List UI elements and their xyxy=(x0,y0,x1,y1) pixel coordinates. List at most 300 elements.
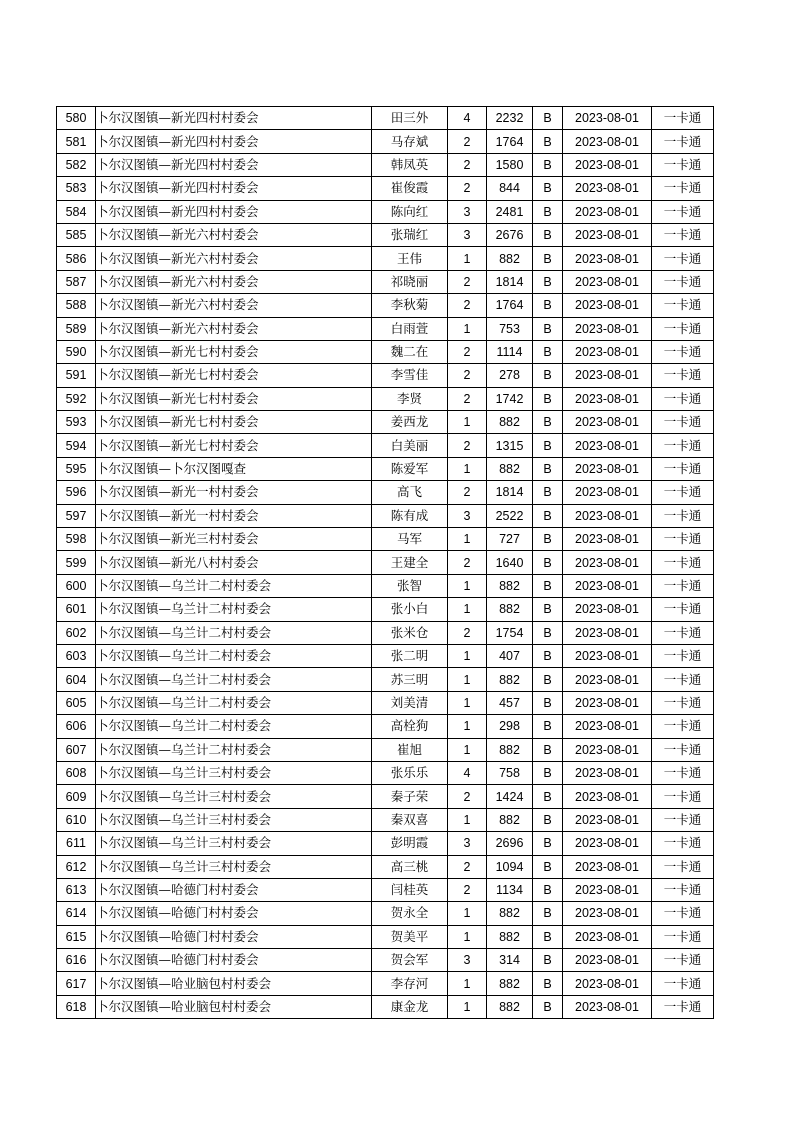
recipient-name-cell: 张乐乐 xyxy=(372,761,448,784)
table-row xyxy=(57,317,714,340)
table-row xyxy=(57,130,714,153)
row-number-cell: 614 xyxy=(57,902,96,925)
table-row xyxy=(57,270,714,293)
household-count-cell: 1 xyxy=(448,598,487,621)
row-number-cell: 589 xyxy=(57,317,96,340)
household-count-cell: 3 xyxy=(448,949,487,972)
row-number-cell: 607 xyxy=(57,738,96,761)
amount-cell: 1424 xyxy=(487,785,533,808)
recipient-name-cell: 陈向红 xyxy=(372,200,448,223)
beneficiary-table xyxy=(56,106,714,1019)
household-count-cell: 2 xyxy=(448,130,487,153)
row-number-cell: 609 xyxy=(57,785,96,808)
village-committee-cell: 卜尔汉图镇—乌兰计三村村委会 xyxy=(96,761,372,784)
household-count-cell: 1 xyxy=(448,808,487,831)
village-committee-cell: 卜尔汉图镇—新光三村村委会 xyxy=(96,528,372,551)
payment-method-cell: 一卡通 xyxy=(652,832,714,855)
payment-method-cell: 一卡通 xyxy=(652,785,714,808)
household-count-cell: 2 xyxy=(448,855,487,878)
row-number-cell: 593 xyxy=(57,411,96,434)
recipient-name-cell: 李贤 xyxy=(372,387,448,410)
household-count-cell: 3 xyxy=(448,832,487,855)
recipient-name-cell: 李存河 xyxy=(372,972,448,995)
date-cell: 2023-08-01 xyxy=(563,902,652,925)
category-cell: B xyxy=(533,130,563,153)
village-committee-cell: 卜尔汉图镇—新光七村村委会 xyxy=(96,364,372,387)
row-number-cell: 605 xyxy=(57,691,96,714)
date-cell: 2023-08-01 xyxy=(563,808,652,831)
recipient-name-cell: 秦双喜 xyxy=(372,808,448,831)
category-cell: B xyxy=(533,270,563,293)
date-cell: 2023-08-01 xyxy=(563,668,652,691)
category-cell: B xyxy=(533,340,563,363)
row-number-cell: 612 xyxy=(57,855,96,878)
category-cell: B xyxy=(533,247,563,270)
village-committee-cell: 卜尔汉图镇—卜尔汉图嘎查 xyxy=(96,457,372,480)
village-committee-cell: 卜尔汉图镇—乌兰计三村村委会 xyxy=(96,855,372,878)
village-committee-cell: 卜尔汉图镇—乌兰计二村村委会 xyxy=(96,598,372,621)
payment-method-cell: 一卡通 xyxy=(652,715,714,738)
payment-method-cell: 一卡通 xyxy=(652,621,714,644)
row-number-cell: 595 xyxy=(57,457,96,480)
village-committee-cell: 卜尔汉图镇—乌兰计二村村委会 xyxy=(96,644,372,667)
recipient-name-cell: 张小白 xyxy=(372,598,448,621)
table-row xyxy=(57,574,714,597)
row-number-cell: 584 xyxy=(57,200,96,223)
category-cell: B xyxy=(533,785,563,808)
recipient-name-cell: 马存斌 xyxy=(372,130,448,153)
recipient-name-cell: 王建全 xyxy=(372,551,448,574)
table-row xyxy=(57,621,714,644)
date-cell: 2023-08-01 xyxy=(563,457,652,480)
payment-method-cell: 一卡通 xyxy=(652,574,714,597)
amount-cell: 1742 xyxy=(487,387,533,410)
row-number-cell: 599 xyxy=(57,551,96,574)
household-count-cell: 1 xyxy=(448,317,487,340)
household-count-cell: 1 xyxy=(448,574,487,597)
date-cell: 2023-08-01 xyxy=(563,551,652,574)
category-cell: B xyxy=(533,411,563,434)
amount-cell: 1134 xyxy=(487,878,533,901)
category-cell: B xyxy=(533,434,563,457)
category-cell: B xyxy=(533,668,563,691)
recipient-name-cell: 李秋菊 xyxy=(372,294,448,317)
village-committee-cell: 卜尔汉图镇—哈业脑包村村委会 xyxy=(96,972,372,995)
household-count-cell: 2 xyxy=(448,153,487,176)
amount-cell: 1764 xyxy=(487,294,533,317)
recipient-name-cell: 张瑞红 xyxy=(372,223,448,246)
table-row xyxy=(57,878,714,901)
recipient-name-cell: 韩凤英 xyxy=(372,153,448,176)
village-committee-cell: 卜尔汉图镇—乌兰计二村村委会 xyxy=(96,621,372,644)
category-cell: B xyxy=(533,925,563,948)
row-number-cell: 610 xyxy=(57,808,96,831)
amount-cell: 882 xyxy=(487,668,533,691)
category-cell: B xyxy=(533,738,563,761)
payment-method-cell: 一卡通 xyxy=(652,434,714,457)
date-cell: 2023-08-01 xyxy=(563,411,652,434)
amount-cell: 1764 xyxy=(487,130,533,153)
payment-method-cell: 一卡通 xyxy=(652,200,714,223)
payment-method-cell: 一卡通 xyxy=(652,364,714,387)
amount-cell: 1754 xyxy=(487,621,533,644)
category-cell: B xyxy=(533,200,563,223)
recipient-name-cell: 白美丽 xyxy=(372,434,448,457)
amount-cell: 882 xyxy=(487,598,533,621)
row-number-cell: 596 xyxy=(57,481,96,504)
date-cell: 2023-08-01 xyxy=(563,738,652,761)
household-count-cell: 2 xyxy=(448,434,487,457)
row-number-cell: 604 xyxy=(57,668,96,691)
household-count-cell: 2 xyxy=(448,878,487,901)
payment-method-cell: 一卡通 xyxy=(652,551,714,574)
table-row xyxy=(57,972,714,995)
payment-method-cell: 一卡通 xyxy=(652,902,714,925)
recipient-name-cell: 田三外 xyxy=(372,107,448,130)
payment-method-cell: 一卡通 xyxy=(652,738,714,761)
row-number-cell: 608 xyxy=(57,761,96,784)
village-committee-cell: 卜尔汉图镇—新光四村村委会 xyxy=(96,200,372,223)
date-cell: 2023-08-01 xyxy=(563,715,652,738)
row-number-cell: 618 xyxy=(57,995,96,1018)
recipient-name-cell: 闫桂英 xyxy=(372,878,448,901)
recipient-name-cell: 王伟 xyxy=(372,247,448,270)
date-cell: 2023-08-01 xyxy=(563,340,652,363)
payment-method-cell: 一卡通 xyxy=(652,504,714,527)
row-number-cell: 594 xyxy=(57,434,96,457)
category-cell: B xyxy=(533,621,563,644)
date-cell: 2023-08-01 xyxy=(563,270,652,293)
payment-method-cell: 一卡通 xyxy=(652,340,714,363)
category-cell: B xyxy=(533,317,563,340)
village-committee-cell: 卜尔汉图镇—乌兰计二村村委会 xyxy=(96,691,372,714)
household-count-cell: 2 xyxy=(448,785,487,808)
village-committee-cell: 卜尔汉图镇—新光四村村委会 xyxy=(96,177,372,200)
recipient-name-cell: 彭明霞 xyxy=(372,832,448,855)
date-cell: 2023-08-01 xyxy=(563,177,652,200)
village-committee-cell: 卜尔汉图镇—新光七村村委会 xyxy=(96,434,372,457)
table-row xyxy=(57,340,714,363)
payment-method-cell: 一卡通 xyxy=(652,528,714,551)
table-row xyxy=(57,528,714,551)
date-cell: 2023-08-01 xyxy=(563,200,652,223)
household-count-cell: 1 xyxy=(448,972,487,995)
household-count-cell: 4 xyxy=(448,107,487,130)
row-number-cell: 597 xyxy=(57,504,96,527)
table-row xyxy=(57,387,714,410)
payment-method-cell: 一卡通 xyxy=(652,247,714,270)
table-row xyxy=(57,434,714,457)
payment-method-cell: 一卡通 xyxy=(652,691,714,714)
payment-method-cell: 一卡通 xyxy=(652,294,714,317)
village-committee-cell: 卜尔汉图镇—新光七村村委会 xyxy=(96,340,372,363)
category-cell: B xyxy=(533,223,563,246)
recipient-name-cell: 苏三明 xyxy=(372,668,448,691)
category-cell: B xyxy=(533,528,563,551)
recipient-name-cell: 康金龙 xyxy=(372,995,448,1018)
amount-cell: 1114 xyxy=(487,340,533,363)
category-cell: B xyxy=(533,481,563,504)
recipient-name-cell: 刘美清 xyxy=(372,691,448,714)
table-row xyxy=(57,504,714,527)
category-cell: B xyxy=(533,761,563,784)
payment-method-cell: 一卡通 xyxy=(652,107,714,130)
amount-cell: 457 xyxy=(487,691,533,714)
payment-method-cell: 一卡通 xyxy=(652,457,714,480)
payment-method-cell: 一卡通 xyxy=(652,223,714,246)
amount-cell: 2522 xyxy=(487,504,533,527)
date-cell: 2023-08-01 xyxy=(563,995,652,1018)
recipient-name-cell: 高三桃 xyxy=(372,855,448,878)
household-count-cell: 3 xyxy=(448,223,487,246)
table-row xyxy=(57,808,714,831)
village-committee-cell: 卜尔汉图镇—新光一村村委会 xyxy=(96,504,372,527)
category-cell: B xyxy=(533,551,563,574)
recipient-name-cell: 张米仓 xyxy=(372,621,448,644)
row-number-cell: 591 xyxy=(57,364,96,387)
amount-cell: 1315 xyxy=(487,434,533,457)
household-count-cell: 1 xyxy=(448,457,487,480)
category-cell: B xyxy=(533,457,563,480)
date-cell: 2023-08-01 xyxy=(563,107,652,130)
household-count-cell: 1 xyxy=(448,715,487,738)
row-number-cell: 585 xyxy=(57,223,96,246)
row-number-cell: 601 xyxy=(57,598,96,621)
row-number-cell: 615 xyxy=(57,925,96,948)
row-number-cell: 590 xyxy=(57,340,96,363)
row-number-cell: 600 xyxy=(57,574,96,597)
amount-cell: 882 xyxy=(487,738,533,761)
village-committee-cell: 卜尔汉图镇—新光四村村委会 xyxy=(96,130,372,153)
date-cell: 2023-08-01 xyxy=(563,925,652,948)
table-row xyxy=(57,223,714,246)
row-number-cell: 616 xyxy=(57,949,96,972)
payment-method-cell: 一卡通 xyxy=(652,387,714,410)
village-committee-cell: 卜尔汉图镇—乌兰计二村村委会 xyxy=(96,715,372,738)
date-cell: 2023-08-01 xyxy=(563,247,652,270)
amount-cell: 1814 xyxy=(487,481,533,504)
recipient-name-cell: 高飞 xyxy=(372,481,448,504)
date-cell: 2023-08-01 xyxy=(563,387,652,410)
row-number-cell: 606 xyxy=(57,715,96,738)
amount-cell: 314 xyxy=(487,949,533,972)
category-cell: B xyxy=(533,107,563,130)
household-count-cell: 2 xyxy=(448,177,487,200)
category-cell: B xyxy=(533,972,563,995)
row-number-cell: 586 xyxy=(57,247,96,270)
amount-cell: 727 xyxy=(487,528,533,551)
payment-method-cell: 一卡通 xyxy=(652,878,714,901)
village-committee-cell: 卜尔汉图镇—哈德门村村委会 xyxy=(96,925,372,948)
table-row xyxy=(57,925,714,948)
household-count-cell: 1 xyxy=(448,528,487,551)
row-number-cell: 580 xyxy=(57,107,96,130)
date-cell: 2023-08-01 xyxy=(563,528,652,551)
date-cell: 2023-08-01 xyxy=(563,644,652,667)
row-number-cell: 613 xyxy=(57,878,96,901)
household-count-cell: 3 xyxy=(448,504,487,527)
payment-method-cell: 一卡通 xyxy=(652,972,714,995)
table-row xyxy=(57,247,714,270)
table-row xyxy=(57,153,714,176)
table-row xyxy=(57,457,714,480)
category-cell: B xyxy=(533,691,563,714)
date-cell: 2023-08-01 xyxy=(563,761,652,784)
category-cell: B xyxy=(533,715,563,738)
payment-method-cell: 一卡通 xyxy=(652,995,714,1018)
table-row xyxy=(57,995,714,1018)
village-committee-cell: 卜尔汉图镇—新光六村村委会 xyxy=(96,247,372,270)
date-cell: 2023-08-01 xyxy=(563,153,652,176)
household-count-cell: 2 xyxy=(448,364,487,387)
date-cell: 2023-08-01 xyxy=(563,621,652,644)
date-cell: 2023-08-01 xyxy=(563,855,652,878)
recipient-name-cell: 魏二在 xyxy=(372,340,448,363)
table-row xyxy=(57,294,714,317)
recipient-name-cell: 贺会军 xyxy=(372,949,448,972)
household-count-cell: 2 xyxy=(448,294,487,317)
table-row xyxy=(57,761,714,784)
row-number-cell: 617 xyxy=(57,972,96,995)
amount-cell: 298 xyxy=(487,715,533,738)
village-committee-cell: 卜尔汉图镇—哈德门村村委会 xyxy=(96,902,372,925)
village-committee-cell: 卜尔汉图镇—乌兰计三村村委会 xyxy=(96,832,372,855)
table-row xyxy=(57,949,714,972)
recipient-name-cell: 崔旭 xyxy=(372,738,448,761)
date-cell: 2023-08-01 xyxy=(563,574,652,597)
amount-cell: 882 xyxy=(487,995,533,1018)
table-body xyxy=(57,107,714,1019)
payment-method-cell: 一卡通 xyxy=(652,855,714,878)
table-row xyxy=(57,855,714,878)
village-committee-cell: 卜尔汉图镇—乌兰计二村村委会 xyxy=(96,738,372,761)
village-committee-cell: 卜尔汉图镇—哈德门村村委会 xyxy=(96,878,372,901)
recipient-name-cell: 祁晓丽 xyxy=(372,270,448,293)
village-committee-cell: 卜尔汉图镇—新光七村村委会 xyxy=(96,411,372,434)
table-row xyxy=(57,364,714,387)
category-cell: B xyxy=(533,878,563,901)
category-cell: B xyxy=(533,902,563,925)
payment-method-cell: 一卡通 xyxy=(652,481,714,504)
household-count-cell: 2 xyxy=(448,340,487,363)
amount-cell: 882 xyxy=(487,972,533,995)
payment-method-cell: 一卡通 xyxy=(652,177,714,200)
date-cell: 2023-08-01 xyxy=(563,364,652,387)
amount-cell: 407 xyxy=(487,644,533,667)
date-cell: 2023-08-01 xyxy=(563,949,652,972)
row-number-cell: 598 xyxy=(57,528,96,551)
household-count-cell: 2 xyxy=(448,387,487,410)
village-committee-cell: 卜尔汉图镇—新光六村村委会 xyxy=(96,294,372,317)
village-committee-cell: 卜尔汉图镇—新光六村村委会 xyxy=(96,270,372,293)
amount-cell: 2481 xyxy=(487,200,533,223)
date-cell: 2023-08-01 xyxy=(563,481,652,504)
payment-method-cell: 一卡通 xyxy=(652,153,714,176)
household-count-cell: 1 xyxy=(448,411,487,434)
table-row xyxy=(57,715,714,738)
village-committee-cell: 卜尔汉图镇—哈业脑包村村委会 xyxy=(96,995,372,1018)
row-number-cell: 603 xyxy=(57,644,96,667)
amount-cell: 2676 xyxy=(487,223,533,246)
payment-method-cell: 一卡通 xyxy=(652,598,714,621)
household-count-cell: 1 xyxy=(448,668,487,691)
category-cell: B xyxy=(533,995,563,1018)
category-cell: B xyxy=(533,504,563,527)
household-count-cell: 1 xyxy=(448,925,487,948)
date-cell: 2023-08-01 xyxy=(563,294,652,317)
household-count-cell: 1 xyxy=(448,738,487,761)
household-count-cell: 2 xyxy=(448,551,487,574)
date-cell: 2023-08-01 xyxy=(563,130,652,153)
village-committee-cell: 卜尔汉图镇—新光四村村委会 xyxy=(96,107,372,130)
household-count-cell: 4 xyxy=(448,761,487,784)
payment-method-cell: 一卡通 xyxy=(652,808,714,831)
village-committee-cell: 卜尔汉图镇—新光八村村委会 xyxy=(96,551,372,574)
payment-method-cell: 一卡通 xyxy=(652,270,714,293)
recipient-name-cell: 贺美平 xyxy=(372,925,448,948)
row-number-cell: 611 xyxy=(57,832,96,855)
recipient-name-cell: 白雨萱 xyxy=(372,317,448,340)
category-cell: B xyxy=(533,387,563,410)
amount-cell: 882 xyxy=(487,574,533,597)
category-cell: B xyxy=(533,832,563,855)
village-committee-cell: 卜尔汉图镇—新光六村村委会 xyxy=(96,317,372,340)
payment-method-cell: 一卡通 xyxy=(652,761,714,784)
payment-method-cell: 一卡通 xyxy=(652,411,714,434)
table-row xyxy=(57,902,714,925)
recipient-name-cell: 李雪佳 xyxy=(372,364,448,387)
amount-cell: 844 xyxy=(487,177,533,200)
row-number-cell: 587 xyxy=(57,270,96,293)
date-cell: 2023-08-01 xyxy=(563,878,652,901)
payment-method-cell: 一卡通 xyxy=(652,130,714,153)
amount-cell: 882 xyxy=(487,902,533,925)
date-cell: 2023-08-01 xyxy=(563,832,652,855)
date-cell: 2023-08-01 xyxy=(563,598,652,621)
amount-cell: 1580 xyxy=(487,153,533,176)
recipient-name-cell: 马军 xyxy=(372,528,448,551)
table-row xyxy=(57,738,714,761)
village-committee-cell: 卜尔汉图镇—乌兰计三村村委会 xyxy=(96,808,372,831)
recipient-name-cell: 贺永全 xyxy=(372,902,448,925)
household-count-cell: 1 xyxy=(448,247,487,270)
category-cell: B xyxy=(533,574,563,597)
date-cell: 2023-08-01 xyxy=(563,691,652,714)
amount-cell: 278 xyxy=(487,364,533,387)
table-row xyxy=(57,411,714,434)
amount-cell: 882 xyxy=(487,925,533,948)
table-row xyxy=(57,107,714,130)
row-number-cell: 582 xyxy=(57,153,96,176)
village-committee-cell: 卜尔汉图镇—乌兰计二村村委会 xyxy=(96,668,372,691)
category-cell: B xyxy=(533,294,563,317)
payment-method-cell: 一卡通 xyxy=(652,668,714,691)
table-row xyxy=(57,200,714,223)
category-cell: B xyxy=(533,949,563,972)
recipient-name-cell: 张二明 xyxy=(372,644,448,667)
table-row xyxy=(57,644,714,667)
recipient-name-cell: 陈有成 xyxy=(372,504,448,527)
village-committee-cell: 卜尔汉图镇—新光四村村委会 xyxy=(96,153,372,176)
amount-cell: 882 xyxy=(487,247,533,270)
recipient-name-cell: 崔俊霞 xyxy=(372,177,448,200)
category-cell: B xyxy=(533,855,563,878)
row-number-cell: 581 xyxy=(57,130,96,153)
village-committee-cell: 卜尔汉图镇—乌兰计二村村委会 xyxy=(96,574,372,597)
row-number-cell: 583 xyxy=(57,177,96,200)
household-count-cell: 3 xyxy=(448,200,487,223)
amount-cell: 1094 xyxy=(487,855,533,878)
